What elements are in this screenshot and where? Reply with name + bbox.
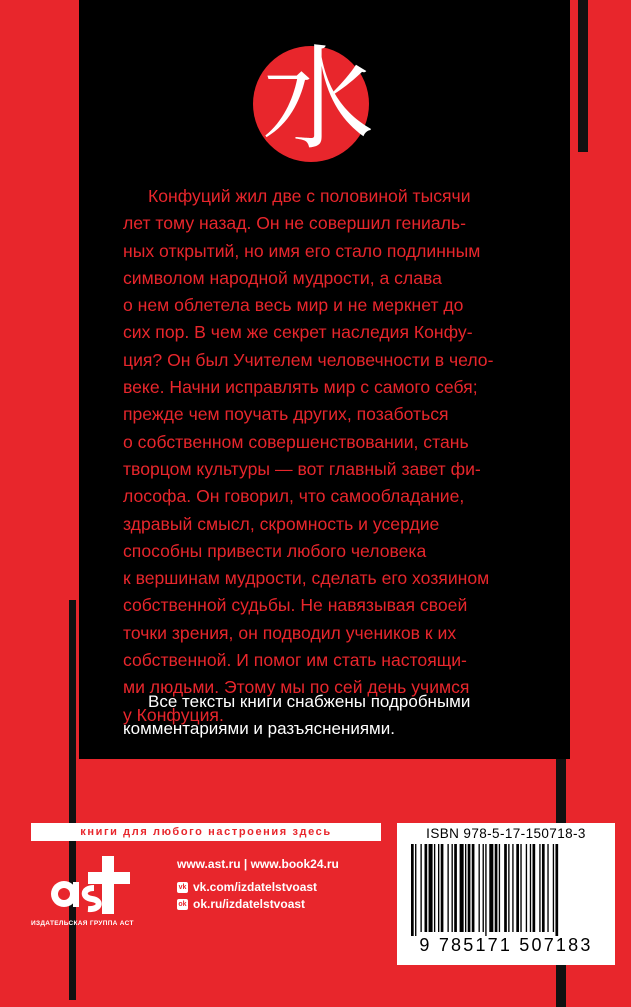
barcode-bar	[499, 844, 500, 932]
publisher-caption: ИЗДАТЕЛЬСКАЯ ГРУППА АСТ	[31, 920, 134, 927]
note-line: Все тексты книги снабжены подробными	[148, 692, 471, 711]
barcode-bar	[553, 844, 554, 932]
description-line: творцом культуры — вот главный завет фи-	[123, 458, 481, 479]
ok-link[interactable]: ok.ru/izdatelstvoast	[193, 897, 306, 911]
water-glyph-icon: 水	[262, 35, 374, 165]
barcode-bar	[415, 844, 416, 936]
barcode-bar	[472, 844, 475, 932]
barcode-bar	[555, 844, 558, 936]
decor-bar-left	[69, 600, 76, 1000]
barcode-bar	[489, 844, 493, 932]
description-line: о нем облетела весь мир и не меркнет до	[123, 295, 464, 316]
description-line: точки зрения, он подводил учеников к их	[123, 622, 457, 643]
note-line: комментариями и разъяснениями.	[123, 719, 395, 738]
barcode-bar	[495, 844, 498, 932]
barcode-bar	[533, 844, 536, 932]
description-line: к вершинам мудрости, сделать его хозяином	[123, 568, 490, 589]
description-line: Конфуций жил две с половиной тысячи	[148, 186, 471, 206]
barcode-bar	[508, 844, 509, 932]
barcode-bar	[547, 844, 548, 932]
barcode-bar	[485, 844, 486, 936]
vk-icon: vk	[178, 883, 187, 891]
barcode-bars	[411, 844, 601, 936]
barcode-bar	[441, 844, 444, 932]
barcode-bar	[411, 844, 414, 936]
description-line: ных открытий, но имя его стало подлинным	[123, 240, 481, 261]
publisher-links	[177, 857, 339, 914]
barcode-bar	[452, 844, 453, 932]
description-line: лософа. Он говорил, что самообладание,	[123, 486, 465, 507]
isbn-digits: 9 785171 507183	[419, 935, 593, 955]
book-description	[123, 183, 515, 729]
barcode-bar	[526, 844, 527, 932]
barcode-bar	[520, 844, 521, 932]
description-line: прежде чем поучать других, позаботься	[123, 404, 449, 425]
barcode-bar	[429, 844, 433, 932]
barcode-bar	[504, 844, 507, 932]
barcode-bar	[468, 844, 471, 932]
barcode-bar	[460, 844, 464, 932]
ast-logo	[44, 852, 144, 918]
description-line: способны привести любого человека	[123, 540, 427, 561]
barcode-bar	[438, 844, 439, 932]
barcode-bar	[420, 844, 421, 932]
description-line: ми людьми. Этому мы по сей день учимся	[123, 677, 470, 698]
odnoklassniki-icon: ok	[178, 900, 187, 908]
barcode-bar	[425, 844, 428, 932]
description-line: собственной судьбы. Не навязывая своей	[123, 595, 468, 616]
barcode-bar	[539, 844, 540, 932]
barcode-bar	[516, 844, 519, 932]
barcode-bar	[483, 844, 484, 932]
slogan-strip: книги для любого настроения здесь	[31, 823, 381, 841]
isbn-label: ISBN 978-5-17-150718-3	[426, 826, 586, 841]
decor-bar-right-upper	[578, 0, 588, 152]
commentary-note	[123, 688, 523, 742]
barcode-bar	[530, 844, 531, 932]
websites-link[interactable]: www.ast.ru | www.book24.ru	[177, 857, 339, 871]
barcode-bar	[447, 844, 448, 932]
barcode-bar	[454, 844, 457, 932]
description-line: веке. Начни исправлять мир с самого себя;	[123, 377, 478, 398]
description-line: сих пор. В чем же секрет наследия Конфу-	[123, 322, 473, 343]
barcode-bar	[542, 844, 545, 932]
description-line: здравый смысл, скромность и усердие	[123, 513, 440, 534]
isbn-barcode	[397, 823, 615, 965]
description-line: лет тому назад. Он не совершил гениаль-	[123, 213, 466, 234]
description-line: ция? Он был Учителем человечности в чело-	[123, 349, 494, 370]
barcode-bar	[512, 844, 513, 932]
description-line: у Конфуция.	[123, 704, 224, 725]
vk-link-row[interactable]	[177, 880, 339, 894]
vk-link[interactable]: vk.com/izdatelstvoast	[193, 880, 318, 894]
barcode-bar	[465, 844, 466, 932]
barcode-bar	[479, 844, 480, 932]
barcode-bar	[434, 844, 435, 932]
description-line: о собственном совершенствовании, стань	[123, 431, 469, 452]
ok-link-row[interactable]	[177, 897, 339, 911]
description-line: символом народной мудрости, а слава	[123, 267, 442, 288]
description-line: собственной. И помог им стать настоящи-	[123, 650, 467, 671]
